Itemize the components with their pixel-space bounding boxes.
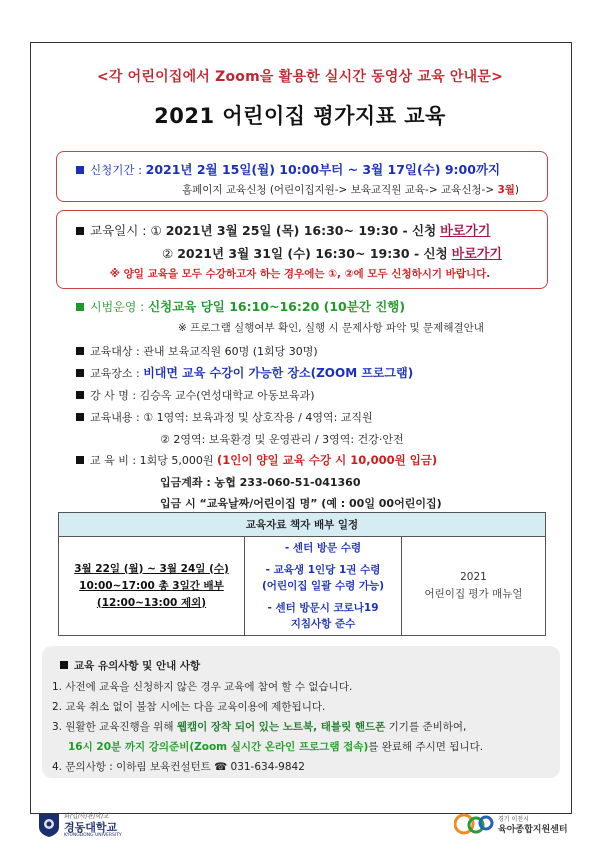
distribution-method1: - 센터 방문 수령	[284, 542, 362, 554]
session1-datetime: 2021년 3월 25일 (목) 16:30~ 19:30 - 신청	[165, 223, 437, 238]
university-motto: 화/입/사/관/학/교	[64, 813, 109, 820]
content-line2: ② 2영역: 보육환경 및 운영관리 / 3영역: 건강·안전	[160, 433, 404, 446]
bullet-square-icon	[76, 391, 84, 399]
session2-datetime: 2021년 3월 31일 (수) 16:30~ 19:30 - 신청	[177, 246, 448, 261]
application-period-row	[76, 160, 500, 178]
subtitle: <각 어린이집에서 Zoom을 활용한 실시간 동영상 교육 안내문>	[96, 69, 504, 85]
bullet-square-icon	[76, 456, 84, 464]
distribution-period-line3: (12:00~13:00 제외)	[96, 596, 207, 609]
notice-title: 교육 유의사항 및 안내 사항	[74, 660, 201, 672]
notice-item3-row2	[68, 739, 483, 754]
fee-label: 교 육 비 :	[90, 454, 137, 467]
notice-item3-c: 기기를 준비하여,	[388, 721, 467, 733]
distribution-item-line2: 어린이집 평가 매뉴얼	[424, 588, 523, 600]
session2-signup-link[interactable]: 바로가기	[451, 247, 502, 262]
content-line1: ① 1영역: 보육과정 및 상호작용 / 4영역: 교직원	[143, 411, 373, 424]
schedule-session1-row	[76, 220, 490, 239]
lecturer-text: 김승옥 교수(연성대학교 아동보육과)	[139, 389, 315, 402]
bullet-square-icon	[76, 347, 84, 355]
notice-item3-deadline: 16시 20분 까지 강의준비(Zoom 실시간 온라인 프로그램 접속)	[68, 741, 369, 753]
fee-amount: 1회당 5,000원	[139, 454, 214, 467]
distribution-method2a: - 교육생 1인당 1권 수령	[265, 564, 381, 576]
bullet-square-icon	[76, 413, 84, 421]
target-text: 관내 보육교직원 60명 (1회당 30명)	[143, 345, 318, 358]
notice-item1: 1. 사전에 교육을 신청하지 않은 경우 교육에 참여 할 수 없습니다.	[52, 681, 353, 693]
application-label: 신청기간 :	[90, 163, 142, 177]
notice-item4: 4. 문의사항 : 이하림 보육컨설턴트 ☎ 031-634-9842	[52, 761, 305, 773]
target-label: 교육대상 :	[90, 345, 140, 358]
distribution-period-line2: 10:00~17:00 총 3일간 배부	[79, 579, 224, 592]
session1-signup-link[interactable]: 바로가기	[440, 224, 491, 239]
center-region: 경기 이천시	[498, 816, 529, 823]
trial-note: ※ 프로그램 실행여부 확인, 실행 시 문제사항 파악 및 문제해결안내	[178, 322, 484, 334]
application-period: 2021년 2월 15일(월) 10:00부터 ~ 3월 17일(수) 9:00까지	[145, 162, 501, 177]
distribution-method-cell	[245, 537, 402, 636]
bullet-square-icon	[76, 303, 84, 311]
content-row	[76, 409, 373, 425]
place-label: 교육장소 :	[90, 367, 140, 380]
distribution-period-line1: 3월 22일 (월) ~ 3월 24일 (수)	[74, 562, 229, 575]
fee-extra: (1인이 양일 교육 수강 시 10,000원 입금)	[216, 453, 438, 467]
page-title: 2021 어린이집 평가지표 교육	[154, 104, 446, 128]
fee-row	[76, 452, 437, 468]
lecturer-label: 강 사 명 :	[90, 389, 137, 402]
session1-number: ①	[150, 223, 162, 238]
schedule-note: ※ 양일 교육을 모두 수강하고자 하는 경우에는 ①, ②에 모두 신청하시기 바랍니다.	[109, 268, 491, 280]
distribution-item-line1: 2021	[460, 571, 487, 583]
fee-deposit: 입금 시 “교육날짜/어린이집 명” (예 : 00일 00어린이집)	[160, 497, 442, 510]
notice-item3-e: 를 완료해 주시면 됩니다.	[368, 741, 484, 753]
trial-text: 신청교육 당일 16:10~16:20 (10분간 진행)	[148, 299, 406, 314]
application-method-suffix: )	[514, 184, 520, 196]
schedule-session2-row	[162, 243, 502, 262]
distribution-table	[58, 512, 546, 636]
content-label: 교육내용 :	[90, 411, 140, 424]
notice-item3-a: 3. 원활한 교육진행을 위해	[52, 721, 174, 733]
notice-title-row	[60, 658, 200, 673]
university-eng-name: KYUNGDONG UNIVERSITY	[64, 833, 122, 838]
trial-row	[76, 297, 405, 315]
place-row	[76, 364, 413, 381]
notice-item3-row	[52, 719, 466, 734]
center-name: 육아종합지원센터	[498, 825, 568, 835]
bullet-square-icon	[76, 369, 84, 377]
lecturer-row	[76, 387, 315, 403]
distribution-period-cell	[59, 537, 245, 636]
target-row	[76, 343, 318, 359]
notice-item2: 2. 교육 취소 없이 불참 시에는 다음 교육이용에 제한됩니다.	[52, 701, 326, 713]
trial-label: 시범운영 :	[90, 300, 145, 314]
notice-item3-devices: 웹캠이 장착 되어 있는 노트북, 태블릿 핸드폰	[176, 721, 386, 733]
university-name: 경동대학교	[64, 821, 118, 834]
application-method: 홈페이지 교육신청 (어린이집지원-> 보육교직원 교육-> 교육신청->	[182, 184, 495, 196]
distribution-header: 교육자료 책자 배부 일정	[59, 513, 546, 537]
fee-account: 입금계좌 : 농협 233-060-51-041360	[160, 476, 361, 489]
schedule-label: 교육일시 :	[90, 223, 147, 238]
distribution-method2b: (어린이집 일괄 수령 가능)	[262, 580, 384, 592]
application-method-month: 3월	[497, 184, 515, 196]
bullet-square-icon	[76, 227, 84, 235]
application-method-row	[182, 182, 519, 197]
bullet-square-icon	[60, 661, 68, 669]
session2-number: ②	[162, 246, 174, 261]
notice-panel	[42, 646, 560, 778]
distribution-method3a: - 센터 방문시 코로나19	[267, 602, 379, 614]
bullet-square-icon	[76, 166, 84, 174]
distribution-item-cell	[402, 537, 546, 636]
center-emblem-icon	[454, 811, 494, 837]
place-text: 비대면 교육 수강이 가능한 장소(ZOOM 프로그램)	[143, 366, 414, 380]
university-shield-icon	[38, 812, 60, 838]
distribution-method3b: 지침사항 준수	[290, 618, 356, 630]
